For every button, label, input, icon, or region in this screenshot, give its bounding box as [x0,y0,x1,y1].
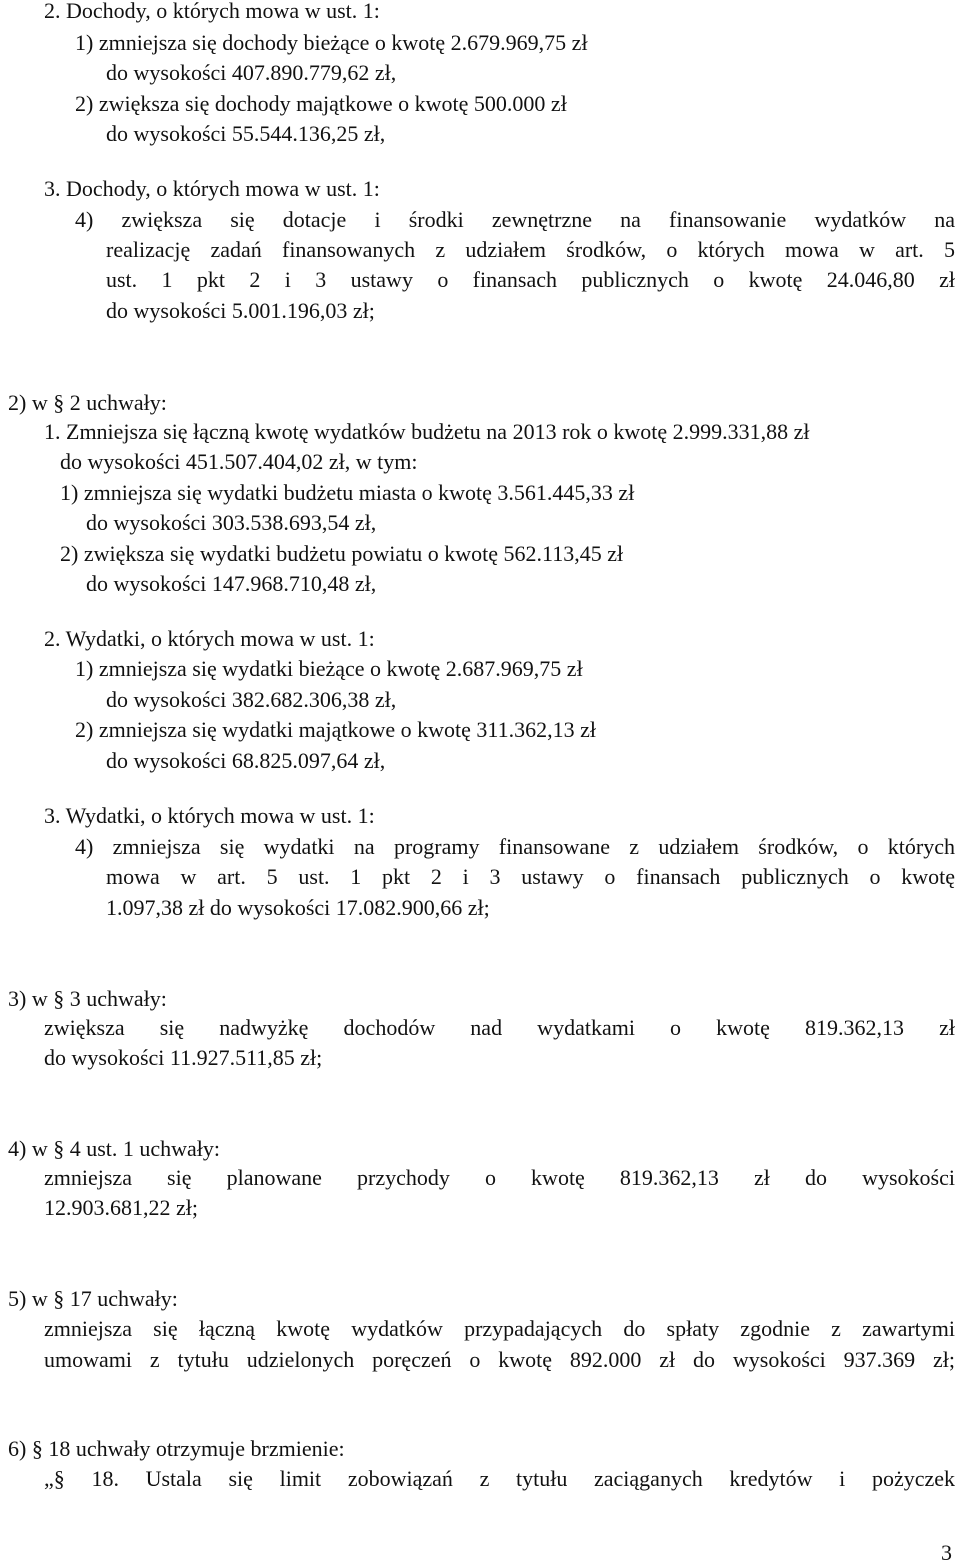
section-header: 1. Zmniejsza się łączną kwotę wydatków budżetu na 2013 rok o kwotę 2.999.331,88 zł [44,419,810,444]
list-item-continuation: do wysokości 303.538.693,54 zł, [86,510,377,535]
list-item-continuation: do wysokości 147.968.710,48 zł, [86,571,377,596]
point-text-continuation: umowami z tytułu udzielonych poręczeń o kwotę 892.000 zł do wysokości 937.369 zł; [44,1347,955,1372]
list-item-continuation: do wysokości 68.825.097,64 zł, [106,748,386,773]
list-item: 4) zmniejsza się wydatki na programy finansowane z udziałem środków, o których [75,834,955,859]
point-header: 3) w § 3 uchwały: [8,986,167,1011]
list-item: 4) zwiększa się dotacje i środki zewnętrzne na finansowanie wydatków na [75,207,955,232]
list-item-continuation: realizację zadań finansowanych z udziałem środków, o których mowa w art. 5 [106,237,955,262]
list-item-continuation: do wysokości 5.001.196,03 zł; [106,298,375,323]
list-item: 1) zmniejsza się dochody bieżące o kwotę 2.679.969,75 zł [75,30,588,55]
list-item-continuation: do wysokości 407.890.779,62 zł, [106,60,397,85]
list-item-continuation: mowa w art. 5 ust. 1 pkt 2 i 3 ustawy o finansach publicznych o kwotę [106,864,955,889]
point-text-continuation: do wysokości 11.927.511,85 zł; [44,1045,323,1070]
list-item-continuation: do wysokości 382.682.306,38 zł, [106,687,397,712]
list-item-continuation: 1.097,38 zł do wysokości 17.082.900,66 zł; [106,895,490,920]
point-text-continuation: 12.903.681,22 zł; [44,1195,198,1220]
point-header: 2) w § 2 uchwały: [8,390,167,415]
list-item: 1) zmniejsza się wydatki budżetu miasta o kwotę 3.561.445,33 zł [60,480,635,505]
point-header: 6) § 18 uchwały otrzymuje brzmienie: [8,1436,345,1461]
section-header: 3. Dochody, o których mowa w ust. 1: [44,176,380,201]
section-continuation: do wysokości 451.507.404,02 zł, w tym: [60,449,418,474]
list-item: 2) zwiększa się wydatki budżetu powiatu o kwotę 562.113,45 zł [60,541,624,566]
list-item-continuation: ust. 1 pkt 2 i 3 ustawy o finansach publicznych o kwotę 24.046,80 zł [106,267,955,292]
list-item: 1) zmniejsza się wydatki bieżące o kwotę 2.687.969,75 zł [75,656,583,681]
section-header: 3. Wydatki, o których mowa w ust. 1: [44,803,375,828]
section-header: 2. Dochody, o których mowa w ust. 1: [44,0,380,23]
point-text: „§ 18. Ustala się limit zobowiązań z tytułu zaciąganych kredytów i pożyczek [44,1466,955,1491]
section-header: 2. Wydatki, o których mowa w ust. 1: [44,626,375,651]
point-text: zwiększa się nadwyżkę dochodów nad wydatkami o kwotę 819.362,13 zł [44,1015,955,1040]
list-item-continuation: do wysokości 55.544.136,25 zł, [106,121,386,146]
list-item: 2) zmniejsza się wydatki majątkowe o kwotę 311.362,13 zł [75,717,596,742]
point-text: zmniejsza się planowane przychody o kwotę 819.362,13 zł do wysokości [44,1165,955,1190]
point-text: zmniejsza się łączną kwotę wydatków przypadających do spłaty zgodnie z zawartymi [44,1316,955,1341]
point-header: 5) w § 17 uchwały: [8,1286,178,1311]
list-item: 2) zwiększa się dochody majątkowe o kwotę 500.000 zł [75,91,567,116]
point-header: 4) w § 4 ust. 1 uchwały: [8,1136,221,1161]
page-number: 3 [941,1540,952,1565]
